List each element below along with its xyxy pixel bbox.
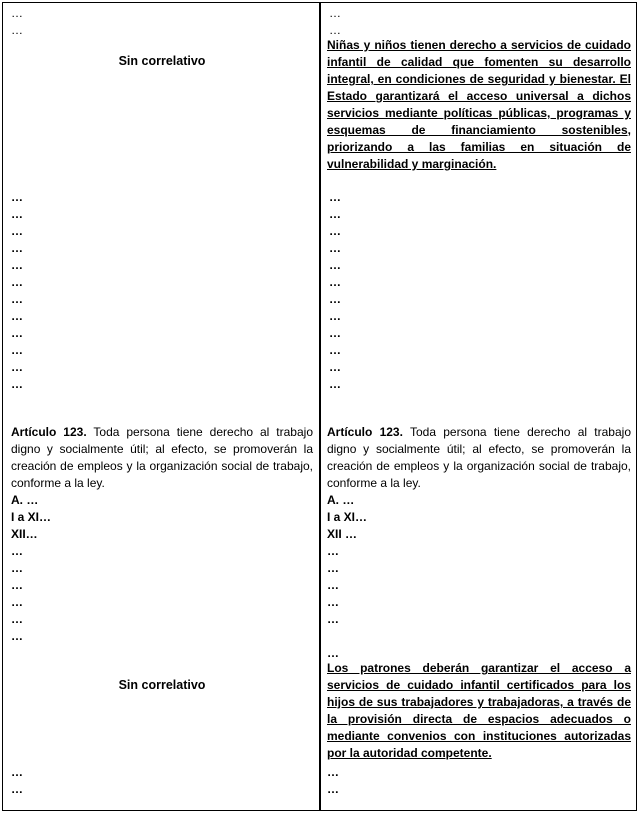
ellipsis: … bbox=[329, 309, 341, 323]
ellipsis: … bbox=[327, 544, 339, 558]
ellipsis: … bbox=[329, 241, 341, 255]
article-123-text: Artículo 123. Toda persona tiene derecho al trabajo digno y socialmente útil; al efecto, se promoverán la creación de empleos y la organización social de trabajo, conforme a la ley. bbox=[11, 425, 313, 490]
article-123-title: Artículo 123. bbox=[327, 425, 403, 439]
ellipsis: … bbox=[327, 561, 339, 575]
fractions-i-xi: I a XI… bbox=[327, 510, 368, 524]
right-column bbox=[320, 2, 637, 811]
ellipsis: … bbox=[11, 292, 23, 306]
ellipsis: … bbox=[329, 326, 341, 340]
ellipsis: … bbox=[329, 275, 341, 289]
article-123-text: Artículo 123. Toda persona tiene derecho al trabajo digno y socialmente útil; al efecto, se promoverán la creación de empleos y la organización social de trabajo, conforme a la ley. bbox=[327, 425, 631, 490]
fraction-xii: XII… bbox=[11, 527, 38, 541]
ellipsis: … bbox=[11, 190, 23, 204]
ellipsis: … bbox=[11, 561, 23, 575]
fractions-i-xi: I a XI… bbox=[11, 510, 52, 524]
ellipsis: … bbox=[327, 578, 339, 592]
ellipsis: … bbox=[11, 224, 23, 238]
ellipsis: … bbox=[11, 578, 23, 592]
sin-correlativo-label: Sin correlativo bbox=[118, 54, 206, 68]
ellipsis: … bbox=[11, 595, 23, 609]
ellipsis: … bbox=[11, 612, 23, 626]
ellipsis: … bbox=[327, 765, 339, 779]
ellipsis: … bbox=[11, 782, 23, 796]
section-a: A. … bbox=[327, 493, 355, 507]
ellipsis: … bbox=[11, 23, 23, 37]
fraction-xii: XII … bbox=[327, 527, 358, 541]
sin-correlativo-label: Sin correlativo bbox=[118, 678, 206, 692]
ellipsis: … bbox=[11, 765, 23, 779]
ellipsis: … bbox=[329, 190, 341, 204]
ellipsis: … bbox=[11, 360, 23, 374]
ellipsis: … bbox=[329, 258, 341, 272]
ellipsis: … bbox=[329, 292, 341, 306]
ellipsis: … bbox=[11, 377, 23, 391]
ellipsis: … bbox=[11, 629, 23, 643]
ellipsis: … bbox=[329, 377, 341, 391]
ellipsis: … bbox=[11, 309, 23, 323]
ellipsis: … bbox=[327, 595, 339, 609]
ellipsis: … bbox=[11, 207, 23, 221]
ellipsis: … bbox=[329, 343, 341, 357]
new-paragraph-employer-childcare: Los patrones deberán garantizar el acceso a servicios de cuidado infantil certificados para los hijos de sus trabajadores y trabajadoras, a través de la provisión directa de espacios adecuados o mediante convenios con instituciones autorizadas por la autoridad competente. bbox=[327, 661, 631, 760]
ellipsis: … bbox=[329, 360, 341, 374]
ellipsis: … bbox=[11, 544, 23, 558]
ellipsis: … bbox=[11, 343, 23, 357]
new-paragraph-childcare-rights: Niñas y niños tienen derecho a servicios de cuidado infantil de calidad que fomenten su desarrollo integral, en condiciones de seguridad y bienestar. El Estado garantizará el acceso universal a dichos servicios mediante políticas públicas, programas y esquemas de financiamiento sostenibles, priorizando a las familias en situación de vulnerabilidad y marginación. bbox=[327, 38, 631, 171]
ellipsis: … bbox=[329, 23, 341, 37]
ellipsis: … bbox=[11, 258, 23, 272]
ellipsis: … bbox=[11, 6, 23, 20]
left-column bbox=[2, 2, 320, 811]
ellipsis: … bbox=[329, 6, 341, 20]
ellipsis: … bbox=[11, 241, 23, 255]
ellipsis: … bbox=[327, 646, 339, 660]
ellipsis: … bbox=[11, 275, 23, 289]
ellipsis: … bbox=[329, 207, 341, 221]
ellipsis: … bbox=[327, 612, 339, 626]
section-a: A. … bbox=[11, 493, 39, 507]
article-123-title: Artículo 123. bbox=[11, 425, 87, 439]
ellipsis: … bbox=[327, 782, 339, 796]
ellipsis: … bbox=[329, 224, 341, 238]
ellipsis: … bbox=[11, 326, 23, 340]
